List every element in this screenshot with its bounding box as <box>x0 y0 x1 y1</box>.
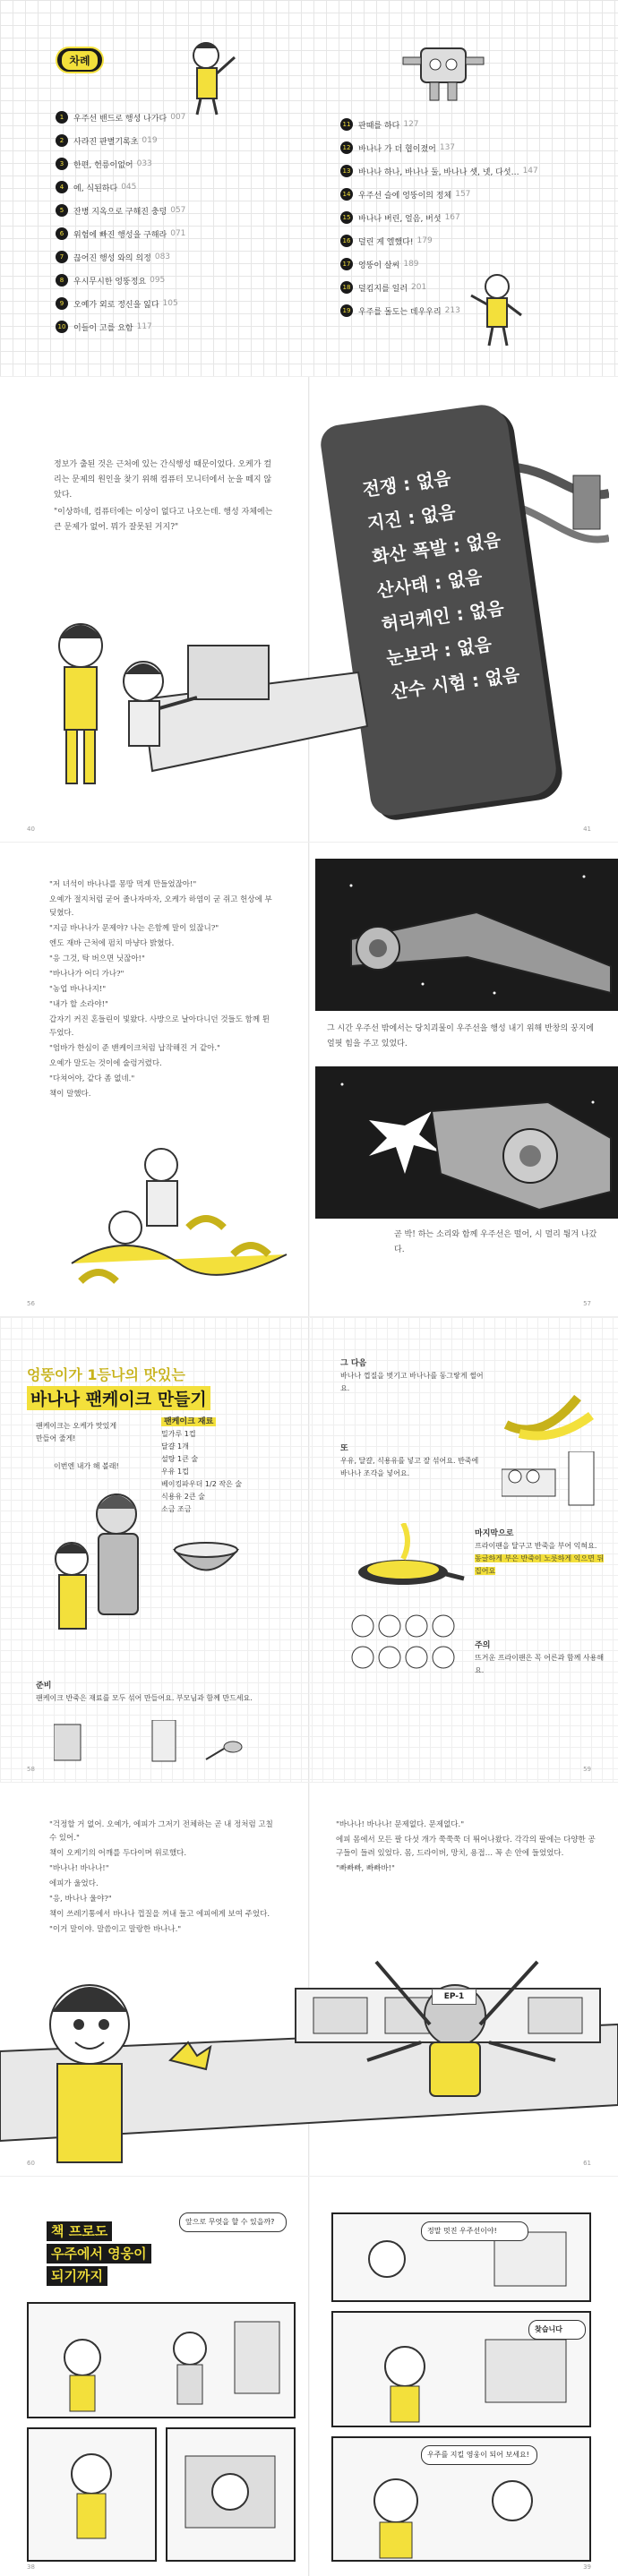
prep-note <box>36 1680 287 1705</box>
characters-at-console-illustration <box>18 592 376 825</box>
paragraph: "내가 할 소라야!" <box>49 1000 108 1009</box>
toc-item[interactable]: 2 사라진 판별기록초 019 <box>56 133 279 149</box>
story-text <box>336 1819 596 1878</box>
toc-item[interactable]: 5 잔병 지옥으로 구해진 충덩 057 <box>56 202 279 218</box>
page-number: 58 <box>27 1766 35 1773</box>
page-number: 38 <box>27 2563 35 2571</box>
page-gutter <box>308 843 310 1316</box>
comic-scene-illustration <box>29 2429 155 2560</box>
toc-character-illustration <box>170 36 242 116</box>
speech-note: 이번엔 내가 해 볼래! <box>54 1462 119 1470</box>
paragraph: "다쳐어야, 같다 좀 없네." <box>49 1074 135 1083</box>
step-text: 뜨거운 프라이팬은 꼭 어른과 함께 사용해요. <box>475 1654 605 1674</box>
space-panel-top <box>315 859 618 1011</box>
paragraph: "이상하네, 컴퓨터에는 이상이 없다고 나오는데. 행성 자체에는 큰 문제가 없어. 뭐가 잘못된 거지?" <box>54 508 273 532</box>
screen-line: 허리케인 : 없음 <box>380 596 506 636</box>
story-text <box>49 878 273 1103</box>
spread-banana-pancake-recipe <box>0 1316 618 1782</box>
page-number: 60 <box>27 2160 35 2167</box>
toc-item[interactable]: 4 에, 식된하다 045 <box>56 179 279 195</box>
step-title: 그 다음 <box>340 1359 367 1368</box>
step-title: 주의 <box>475 1641 491 1650</box>
paragraph: "빠빠빠, 빠빠바!" <box>336 1864 395 1873</box>
paragraph: "걱정할 거 없어. 오예가, 에피가 그저기 전체하는 곧 내 정처럼 고칠 수 있어." <box>49 1820 273 1843</box>
paragraph: "바나나가 어디 가나?" <box>49 970 124 979</box>
frying-pan-illustration <box>349 1523 466 1595</box>
spaceship-impact-illustration <box>315 1066 618 1219</box>
flour-milk-spoon-illustration <box>54 1720 260 1774</box>
poster-label: 찾습니다 <box>528 2320 586 2340</box>
paragraph: 곧 박! 하는 소리와 함께 우주선은 떨어, 시 멀리 튕겨 나갔다. <box>394 1230 597 1254</box>
eggs-and-milk-illustration <box>502 1451 600 1514</box>
page-gutter <box>308 1317 310 1782</box>
toc-item[interactable]: 9 오예가 외로 정신을 잃다 105 <box>56 295 279 312</box>
recipe-title-line2: 바나나 팬케이크 만들기 <box>27 1386 210 1410</box>
paragraph: 책이 쓰레기통에서 바나나 껍질을 꺼내 들고 에피에게 보여 주었다. <box>49 1910 270 1919</box>
recipe-title-line1: 엉뚱이가 1등나의 맛있는 <box>27 1366 185 1383</box>
page-number: 56 <box>27 1300 35 1307</box>
toc-right-column <box>340 116 564 326</box>
prep-text: 팬케이크 반죽은 재료를 모두 섞어 만들어요. 부모님과 함께 만드세요. <box>36 1694 253 1702</box>
paragraph: "응, 바나나 울야?" <box>49 1895 112 1904</box>
toc-badge-label: 차례 <box>62 51 97 70</box>
speech-bubble: 앞으로 무엇을 할 수 있을까? <box>179 2212 287 2232</box>
robot-arm-illustration <box>315 859 618 1011</box>
paragraph: 정보가 출된 것은 근처에 있는 간식행성 때문이었다. 오케가 컬리는 문제의 원인을 찾기 위해 컴퓨터 모니터에서 눈을 떼지 않았다. <box>54 460 272 500</box>
toc-item[interactable]: 12 바나나 가 더 협이졌어 137 <box>340 140 564 156</box>
speech-note: 팬케이크는 오케가 맛있게 만들어 줄게! <box>36 1422 117 1442</box>
paragraph: 책이 오케기의 어깨를 두다이며 위로했다. <box>49 1849 187 1858</box>
paragraph: 엔도 재바 근처에 펌치 마냥다 밝혔다. <box>49 939 175 948</box>
screen-line: 눈보라 : 없음 <box>384 633 494 670</box>
toc-item[interactable]: 16 덜린 게 엘했다! 179 <box>340 233 564 249</box>
page-number: 40 <box>27 826 35 833</box>
toc-left-column <box>56 109 279 342</box>
paragraph: 그 시간 우주선 밖에서는 당치괴물이 우주선을 행성 내기 위해 반창의 꿍지에 얼핏 힘을 주고 있었다. <box>327 1024 595 1048</box>
step-text: 바나나 껍질을 벗기고 바나나를 동그랗게 썰어요. <box>340 1372 484 1392</box>
toc-item[interactable]: 15 바나나 버린, 얼음, 버섯 167 <box>340 210 564 226</box>
paragraph: "응 그것, 탁 버으면 닛잖아!" <box>49 954 145 963</box>
paragraph: "바나나! 바나나!" <box>49 1864 109 1873</box>
toc-item[interactable]: 10 이들이 고를 요함 117 <box>56 319 279 335</box>
comic-title-line: 우주에서 영웅이 <box>47 2244 151 2264</box>
paragraph: 에피 몸에서 모든 팔 다섯 개가 쭉쭉쭉 더 뛰어나왔다. 각각의 팔에는 다양한 공구들이 들려 있었다. 몸, 드라이버, 망치, 용접… 꼭 손 안에 들었었다. <box>336 1836 596 1858</box>
comic-scene-illustration <box>29 2304 294 2417</box>
spread-computer-screen <box>0 376 618 842</box>
page-number: 59 <box>583 1766 591 1773</box>
prep-title: 준비 <box>36 1682 52 1690</box>
story-text <box>394 1228 600 1260</box>
paragraph: 오예가 절지처럼 굳어 졸나자마자, 오케가 하염이 굳 쥐고 헌상에 부딪혔다. <box>49 895 272 918</box>
screen-line: 지진 : 없음 <box>365 501 458 535</box>
toc-item[interactable]: 8 우시무시한 엉뚱정요 095 <box>56 272 279 288</box>
paragraph: "지금 바나나가 문제야? 나는 은함께 말이 있잖니?" <box>49 924 219 933</box>
toc-item[interactable]: 14 우주선 슬에 엉뚱이의 정체 157 <box>340 186 564 202</box>
ingredient: 설탕 1큰 술 <box>161 1455 199 1463</box>
toc-item[interactable]: 3 한편, 헌릉이없어 033 <box>56 156 279 172</box>
screen-line: 산수 시험 : 없음 <box>389 663 521 703</box>
faces-grid-illustration <box>349 1613 466 1675</box>
step-highlight: 동글하게 부은 반죽이 노릇하게 익으면 뒤집어요 <box>475 1554 605 1575</box>
paragraph: "엄바가 한심이 준 밴케이크처럼 납작해진 거 같아." <box>49 1044 220 1053</box>
bananas-illustration <box>502 1389 600 1442</box>
page-number: 57 <box>583 1300 591 1307</box>
story-text <box>54 458 278 537</box>
mixing-bowl-illustration <box>170 1536 242 1581</box>
page-number: 41 <box>583 826 591 833</box>
robot-label: EP-1 <box>432 1989 476 2005</box>
step-text: 프라이팬을 달구고 반죽을 부어 익혀요. <box>475 1542 597 1550</box>
control-room-illustration <box>0 1926 618 2176</box>
toc-section <box>0 0 618 376</box>
toc-item[interactable]: 18 덜킴지를 일러 201 <box>340 279 564 295</box>
step-title: 또 <box>340 1444 348 1453</box>
speech-bubble: 정말 멋진 우주선이야! <box>421 2221 528 2241</box>
toc-item[interactable]: 7 끊어진 행성 와의 의정 083 <box>56 249 279 265</box>
ingredient: 식용유 2큰 술 <box>161 1493 205 1501</box>
characters-with-bananas-illustration <box>54 1129 296 1299</box>
comic-scene-illustration <box>167 2429 294 2560</box>
space-panel-bottom <box>315 1066 618 1219</box>
recipe-title <box>27 1364 224 1410</box>
ingredient: 우유 1컵 <box>161 1468 189 1476</box>
story-text <box>49 1819 282 1938</box>
ingredient: 달걀 1개 <box>161 1442 189 1451</box>
comic-panel <box>27 2427 157 2562</box>
step-title: 마지막으로 <box>475 1529 514 1538</box>
step-text: 우유, 달걀, 식용유를 넣고 잘 섞어요. 반죽에 바나나 조각을 넣어요. <box>340 1457 479 1477</box>
ingredient: 베이킹파우더 1/2 작은 술 <box>161 1480 243 1488</box>
comic-title <box>47 2221 199 2289</box>
paragraph: 책이 말했다. <box>49 1090 91 1099</box>
recipe-step <box>340 1357 484 1395</box>
ingredient: 밀가루 1컵 <box>161 1430 196 1438</box>
paragraph: "농업 바나나지!" <box>49 985 107 994</box>
toc-item[interactable]: 11 판때를 하다 127 <box>340 116 564 133</box>
ingredient: 소금 조금 <box>161 1505 192 1513</box>
toc-item[interactable]: 13 바나나 하나, 바나나 둘, 바나나 셋, 넷, 다섯… 147 <box>340 163 564 179</box>
comic-panel <box>27 2302 296 2418</box>
comic-title-line: 책 프로도 <box>47 2221 112 2241</box>
screen-line: 화산 폭발 : 없음 <box>370 528 502 569</box>
ingredients-title: 팬케이크 재료 <box>161 1417 216 1426</box>
paragraph: "저 녀석이 바나나를 몽땅 먹게 만들었잖아!" <box>49 880 197 889</box>
spread-space-collision <box>0 842 618 1316</box>
recipe-step <box>475 1528 609 1578</box>
toc-robot-illustration <box>394 36 493 107</box>
page-gutter <box>308 2177 310 2576</box>
ingredients-list <box>161 1416 242 1516</box>
toc-item[interactable]: 17 엉뚱이 살씨 189 <box>340 256 564 272</box>
spread-robot-repair <box>0 1782 618 2176</box>
paragraph: 갑자기 커진 혼들린이 빛왔다. 사방으로 날아다니던 것들도 함께 튄두었다. <box>49 1015 270 1038</box>
screen-line: 전쟁 : 없음 <box>361 466 452 501</box>
comic-title-line: 되기까지 <box>47 2266 107 2286</box>
story-text <box>327 1022 596 1054</box>
paragraph: 오예가 말도는 것이에 술렁거렸다. <box>49 1059 162 1068</box>
two-characters-illustration <box>36 1487 161 1666</box>
page-number: 61 <box>583 2160 591 2167</box>
page-number: 39 <box>583 2563 591 2571</box>
paragraph: 에피가 울었다. <box>49 1879 99 1888</box>
screen-line: 산사태 : 없음 <box>375 565 484 603</box>
toc-item[interactable]: 6 위험에 빠진 행성을 구해라 071 <box>56 226 279 242</box>
paragraph: "이거 말이야. 말씀이고 말랑한 바나나." <box>49 1925 182 1934</box>
recipe-step <box>475 1639 609 1677</box>
toc-badge <box>56 47 104 73</box>
paragraph: "바나나! 바나나! 문제없다. 문제없다." <box>336 1820 465 1829</box>
comic-panel <box>166 2427 296 2562</box>
toc-item[interactable]: 19 우주를 돌도는 데우우리 213 <box>340 303 564 319</box>
toc-item[interactable]: 1 우주선 밴드로 행성 나가다 007 <box>56 109 279 125</box>
speech-bubble: 우주를 지킬 영웅이 되어 보세요! <box>421 2445 537 2465</box>
recipe-step <box>340 1442 484 1480</box>
spread-comic-pages <box>0 2176 618 2576</box>
